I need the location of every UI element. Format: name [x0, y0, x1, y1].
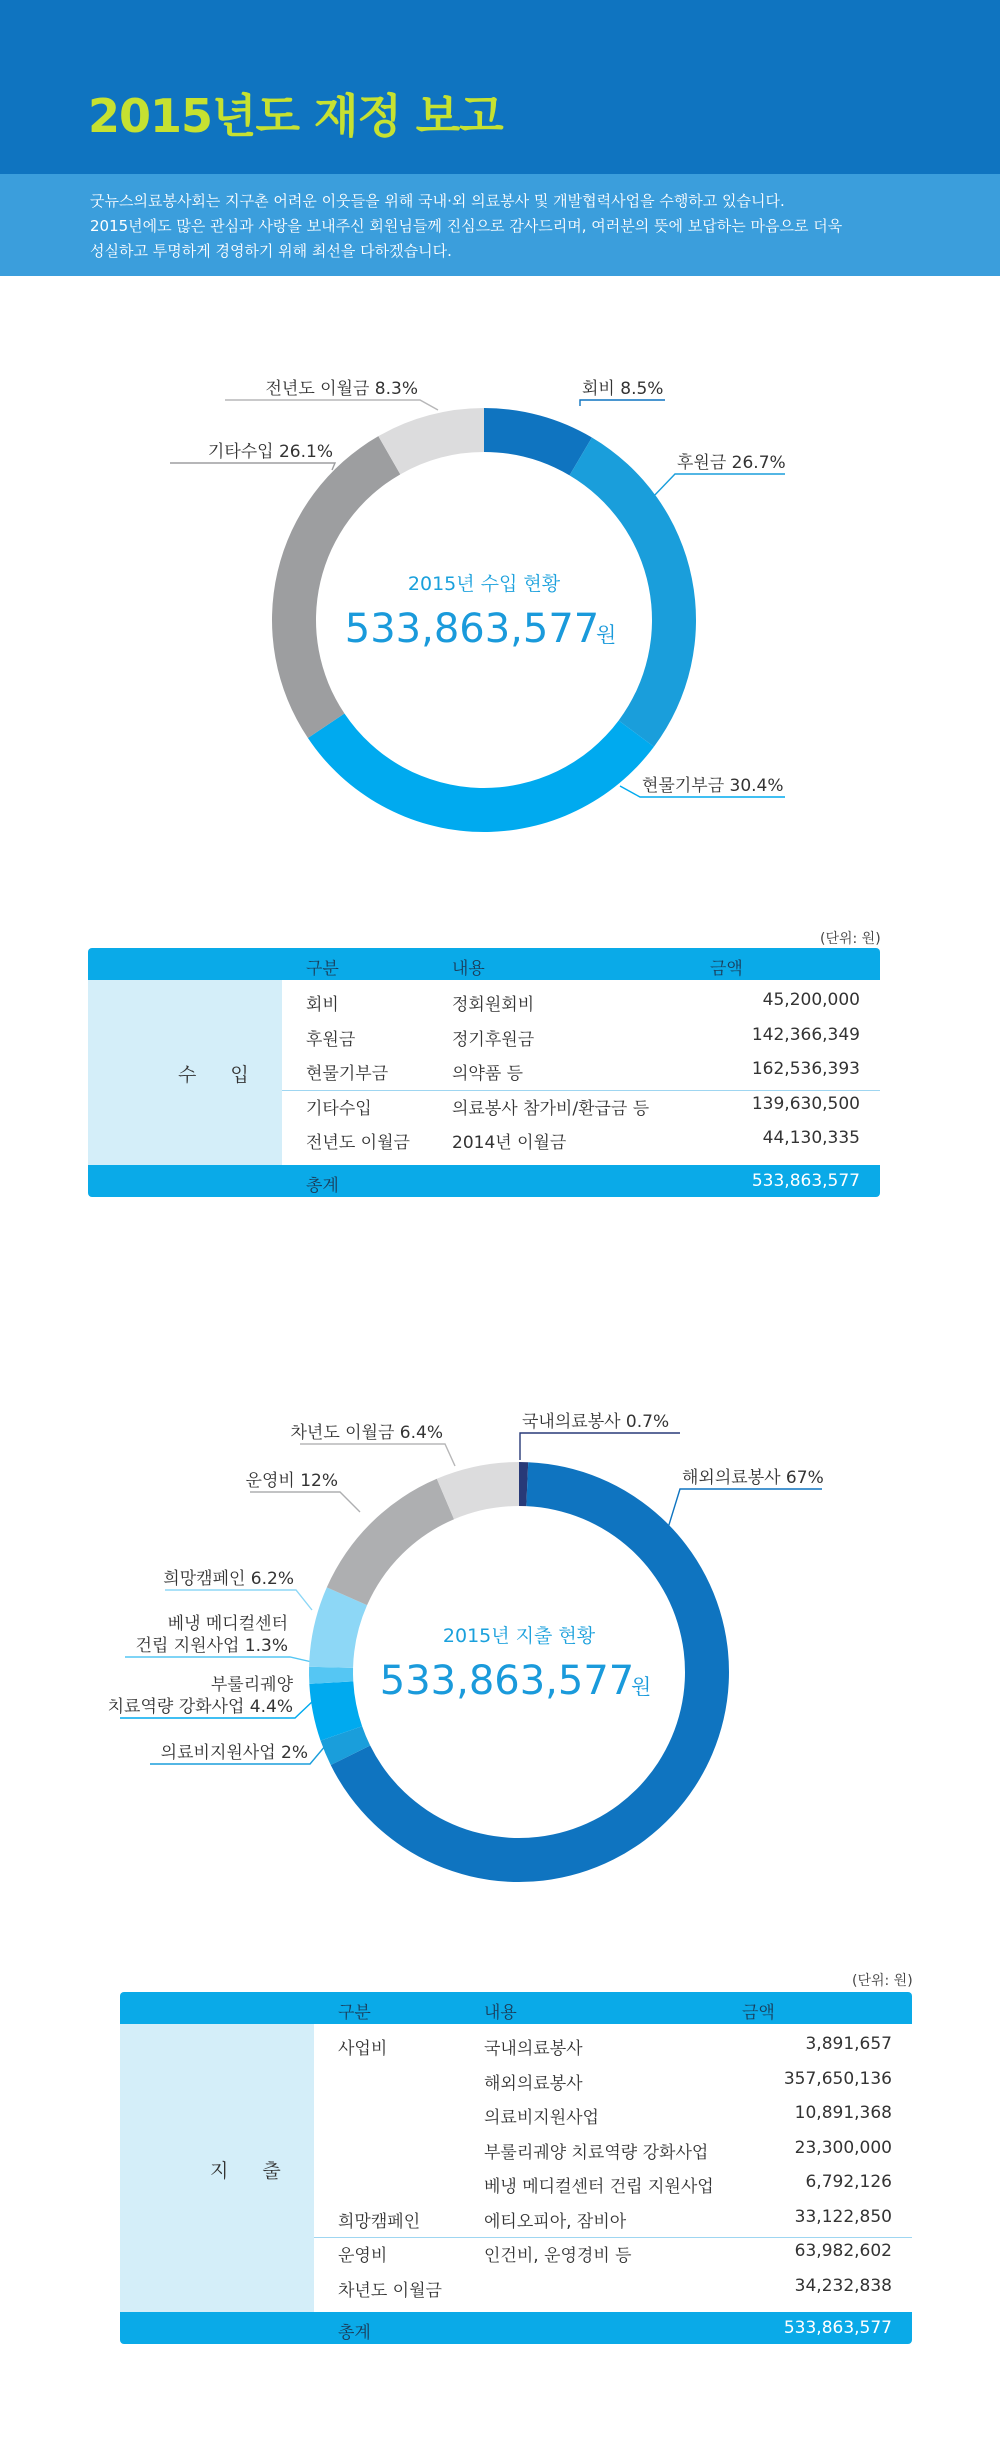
intro-line: 2015년에도 많은 관심과 사랑을 보내주신 회원님들께 진심으로 감사드리며, 여러분의 뜻에 보답하는 마음으로 더욱 — [90, 217, 843, 235]
table-cell-content: 정회원회비 — [452, 995, 535, 1015]
leader-line — [652, 474, 785, 498]
expense-table — [120, 1992, 912, 2342]
table-section-label: 지 출 — [210, 2160, 295, 2182]
table-cell-category: 후원금 — [306, 1029, 356, 1050]
table-cell-category: 회비 — [306, 995, 339, 1015]
slice-label: 의료비지원사업 2% — [160, 1743, 308, 1763]
table-cell-amount: 45,200,000 — [762, 990, 860, 1010]
slice-label: 치료역량 강화사업 4.4% — [107, 1697, 293, 1717]
table-header-cell: 구분 — [306, 959, 339, 979]
donut-slice-5 — [309, 1667, 353, 1684]
slice-label: 운영비 12% — [245, 1471, 338, 1491]
leader-line — [165, 1590, 312, 1610]
table-header-cell: 구분 — [338, 2003, 371, 2023]
table-cell-amount: 63,982,602 — [794, 2241, 892, 2261]
slice-label: 베냉 메디컬센터 — [167, 1614, 288, 1634]
table-cell-content: 에티오피아, 잠비아 — [484, 2211, 627, 2232]
table-cell-amount: 23,300,000 — [794, 2137, 892, 2158]
donut-slice-3 — [308, 714, 654, 832]
table-divider — [314, 2237, 912, 2238]
table-cell-content: 의료비지원사업 — [484, 2108, 599, 2128]
leader-line — [668, 1489, 822, 1528]
table-header-cell: 내용 — [484, 2003, 517, 2023]
table-cell-amount: 6,792,126 — [805, 2172, 892, 2192]
leader-line — [580, 400, 665, 406]
table-cell-content: 베냉 메디컬센터 건립 지원사업 — [484, 2177, 714, 2197]
slice-label: 기타수입 26.1% — [207, 442, 333, 462]
slice-label: 회비 8.5% — [582, 379, 664, 399]
table-cell-content: 의료봉사 참가비/환급금 등 — [452, 1098, 650, 1119]
slice-label: 국내의료봉사 0.7% — [522, 1412, 670, 1432]
table-cell-amount: 162,536,393 — [751, 1059, 860, 1079]
slice-label: 해외의료봉사 67% — [682, 1468, 824, 1488]
table-cell-category: 전년도 이월금 — [306, 1133, 410, 1153]
table-total-value: 533,863,577 — [751, 1170, 860, 1191]
table-cell-content: 부룰리궤양 치료역량 강화사업 — [484, 2142, 709, 2163]
donut-slice-4 — [272, 436, 400, 738]
slice-label: 후원금 26.7% — [677, 453, 786, 473]
table-cell-content: 인건비, 운영경비 등 — [484, 2246, 632, 2266]
table-cell-amount: 34,232,838 — [794, 2275, 892, 2296]
table-section-column — [88, 980, 282, 1165]
slice-label: 건립 지원사업 1.3% — [135, 1636, 288, 1656]
chart-center-title: 2015년 수입 현황 — [407, 573, 561, 595]
table-cell-category: 사업비 — [338, 2039, 388, 2059]
expense-donut-chart — [0, 1400, 1000, 1920]
leader-line — [520, 1433, 680, 1460]
table-cell-category: 운영비 — [338, 2246, 388, 2266]
leader-line — [300, 1444, 455, 1466]
table-header — [88, 948, 880, 980]
table-cell-category: 희망캠페인 — [338, 2211, 421, 2232]
table-section-column — [120, 2024, 314, 2312]
leader-line — [125, 1657, 312, 1662]
table-cell-amount: 10,891,368 — [794, 2103, 892, 2123]
table-cell-content: 국내의료봉사 — [484, 2039, 583, 2059]
slice-label: 차년도 이월금 6.4% — [290, 1423, 443, 1443]
table-total-row — [88, 1165, 880, 1197]
table-total-row — [120, 2312, 912, 2344]
chart-center-unit: 원 — [596, 623, 617, 647]
table-total-label: 총계 — [338, 2323, 371, 2343]
intro-box — [0, 174, 1000, 276]
donut-slice-2 — [570, 438, 696, 747]
table-cell-amount: 3,891,657 — [805, 2034, 892, 2054]
income-table — [88, 948, 880, 1196]
table-header-cell: 내용 — [452, 959, 485, 979]
slice-label: 현물기부금 30.4% — [642, 776, 784, 796]
intro-line: 굿뉴스의료봉사회는 지구촌 어려운 이웃들을 위해 국내·외 의료봉사 및 개발협력사업을 수행하고 있습니다. — [90, 192, 785, 210]
table-cell-amount: 357,650,136 — [783, 2068, 892, 2089]
table-cell-category: 차년도 이월금 — [338, 2280, 442, 2301]
chart-center-total: 533,863,577 — [344, 606, 600, 652]
slice-label: 부룰리궤양 — [210, 1675, 293, 1695]
table-header — [120, 1992, 912, 2024]
table-header-cell: 금액 — [710, 959, 743, 979]
table-cell-category: 기타수입 — [306, 1098, 372, 1119]
chart-center-title: 2015년 지출 현황 — [442, 1625, 596, 1647]
slice-label: 희망캠페인 6.2% — [163, 1569, 294, 1589]
table-cell-amount: 139,630,500 — [751, 1093, 860, 1114]
table-section-label: 수 입 — [178, 1064, 263, 1087]
table-cell-content: 의약품 등 — [452, 1064, 524, 1084]
table-cell-content: 정기후원금 — [452, 1029, 535, 1050]
table-cell-amount: 142,366,349 — [751, 1024, 860, 1045]
chart-center-unit: 원 — [631, 1675, 652, 1699]
leader-line — [250, 1492, 360, 1512]
leader-line — [170, 463, 335, 470]
leader-line — [225, 400, 438, 410]
intro-line: 성실하고 투명하게 경영하기 위해 최선을 다하겠습니다. — [90, 242, 452, 260]
table-cell-content: 해외의료봉사 — [484, 2073, 583, 2094]
header-banner — [0, 0, 1000, 174]
page-title: 2015년도 재정 보고 — [88, 89, 503, 143]
income-donut-chart — [0, 360, 1000, 880]
table-header-cell: 금액 — [742, 2003, 775, 2023]
table-total-label: 총계 — [306, 1175, 339, 1196]
slice-label: 전년도 이월금 8.3% — [265, 379, 418, 399]
table-total-value: 533,863,577 — [783, 2318, 892, 2338]
chart-center-total: 533,863,577 — [379, 1658, 635, 1704]
income-unit-label: (단위: 원) — [820, 931, 881, 947]
table-divider — [282, 1090, 880, 1091]
expense-unit-label: (단위: 원) — [852, 1973, 913, 1989]
table-cell-amount: 33,122,850 — [794, 2206, 892, 2227]
table-cell-amount: 44,130,335 — [762, 1128, 860, 1148]
table-cell-category: 현물기부금 — [306, 1064, 389, 1084]
table-cell-content: 2014년 이월금 — [452, 1133, 567, 1153]
